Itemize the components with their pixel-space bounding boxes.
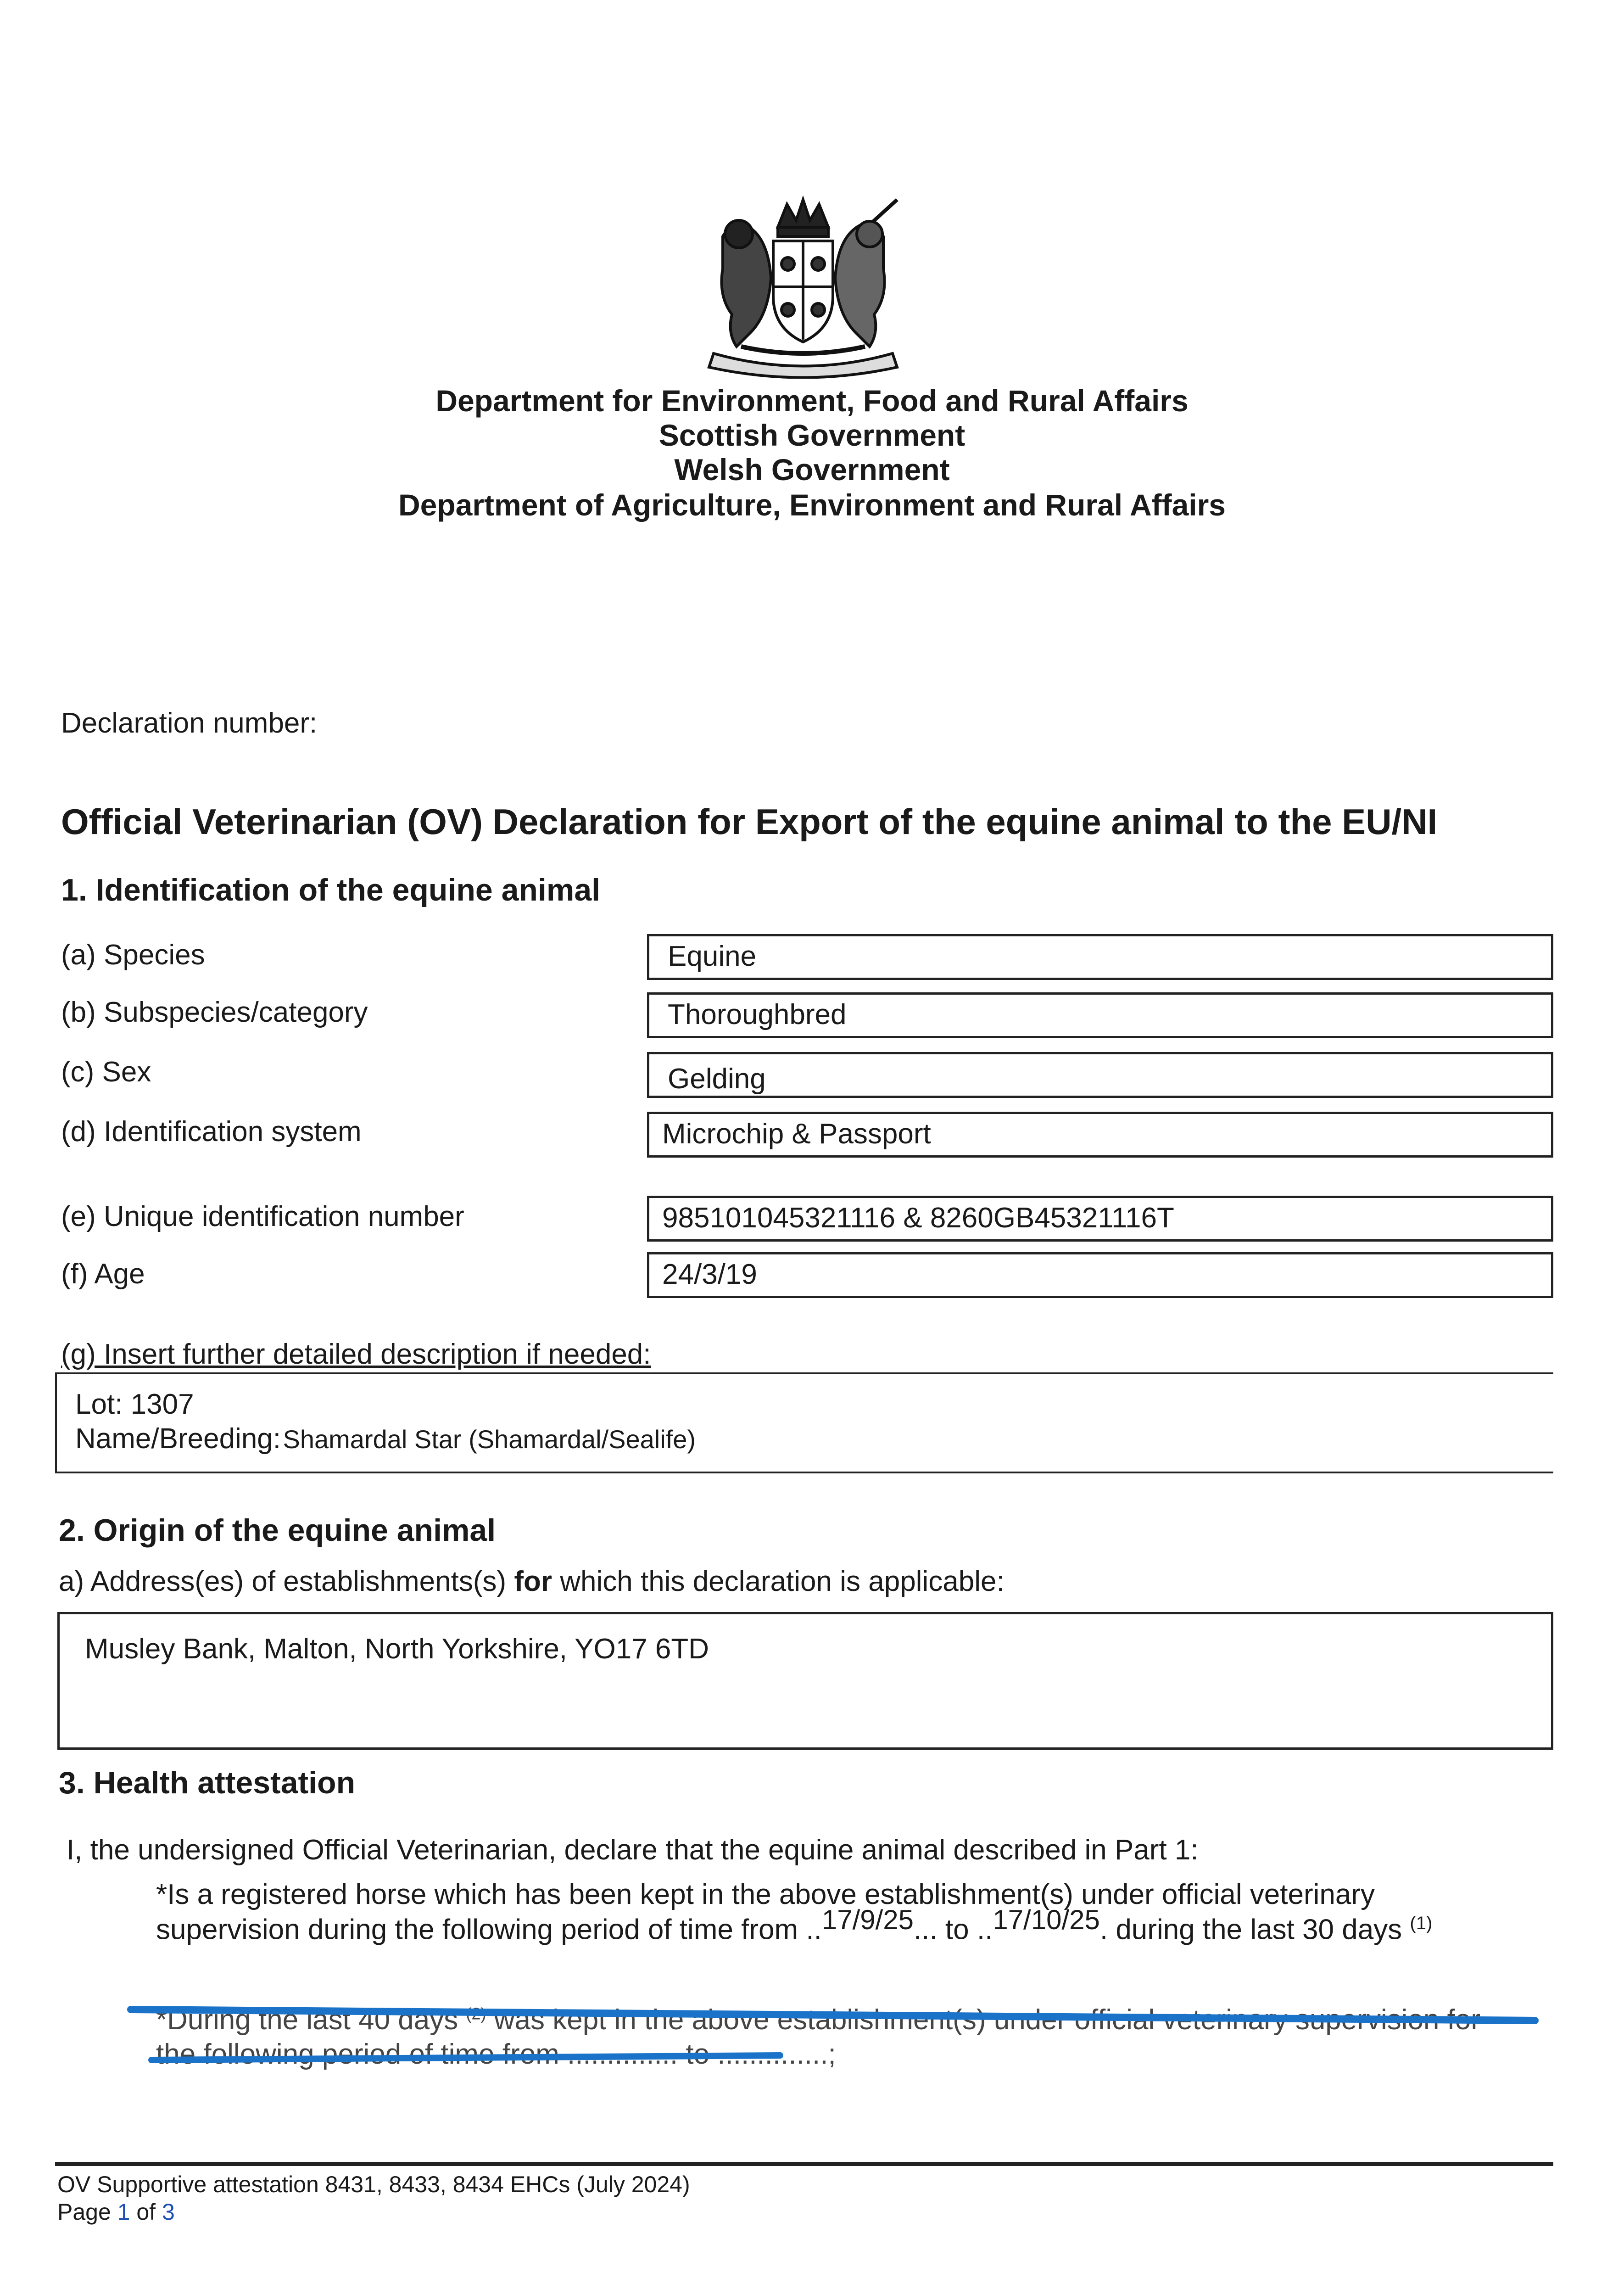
footer-page-number: Page 1 of 3 [57,2199,175,2225]
age-label: (f) Age [61,1258,145,1290]
date-to-value: 17/10/25 [993,1904,1100,1935]
unique-id-label: (e) Unique identification number [61,1201,464,1232]
age-value: 24/3/19 [662,1259,757,1290]
declaration-number-label: Declaration number: [61,707,318,739]
section1-heading: 1. Identification of the equine animal [61,873,601,907]
sex-label: (c) Sex [61,1056,151,1088]
footer-rule [55,2162,1553,2166]
address-value: Musley Bank, Malton, North Yorkshire, YO17 6TD [85,1633,709,1665]
header-scottish-government: Scottish Government [659,418,965,452]
header-daera: Department of Agriculture, Environment and Rural Affairs [398,488,1226,522]
section3-heading: 3. Health attestation [59,1765,356,1800]
document-title: Official Veterinarian (OV) Declaration for Export of the equine animal to the EU/NI [61,801,1438,842]
subspecies-label: (b) Subspecies/category [61,996,368,1028]
sex-value: Gelding [668,1063,766,1095]
date-from-value: 17/9/25 [821,1904,914,1935]
species-value: Equine [668,940,757,972]
header-department-defra: Department for Environment, Food and Rural Affairs [435,384,1189,418]
subspecies-value: Thoroughbred [668,999,847,1030]
establishment-subheading: a) Address(es) of establishments(s) for which this declaration is applicable: [59,1566,1005,1597]
further-description-label: (g) Insert further detailed description if needed: [61,1338,651,1370]
unique-id-value: 985101045321116 & 8260GB45321116T [662,1202,1174,1234]
identification-system-value: Microchip & Passport [662,1118,931,1150]
name-breeding-label: Name/Breeding: [75,1423,281,1455]
lot-text: Lot: 1307 [75,1388,194,1420]
health-intro: I, the undersigned Official Veterinarian, declare that the equine animal described in Part 1: [67,1834,1199,1866]
attestation-item2-line1: *During the last 40 days $^{(2)}$ was kept in the above establishment(s) under official veterinary supervision for [156,2004,1480,2036]
identification-system-label: (d) Identification system [61,1116,362,1148]
strike-line-2 [151,2055,780,2060]
section2-heading: 2. Origin of the equine animal [59,1513,496,1548]
name-breeding-value: Shamardal Star (Shamardal/Sealife) [283,1425,696,1454]
header-welsh-government: Welsh Government [674,453,950,487]
attestation-item1-line1: *Is a registered horse which has been kept in the above establishment(s) under official veterinary [156,1879,1375,1910]
footer-attestation-ref: OV Supportive attestation 8431, 8433, 8434 EHCs (July 2024) [57,2172,690,2197]
attestation-item2-line2: the following period of time from .............. to ..............; [156,2038,836,2070]
attestation-item1-line2: supervision during the following period of time from ..17/9/25... to ..17/10/25. during the last 30 days $^{(1)}$ [156,1904,1433,1946]
species-label: (a) Species [61,939,205,971]
strike-line-1 [131,2010,1535,2021]
